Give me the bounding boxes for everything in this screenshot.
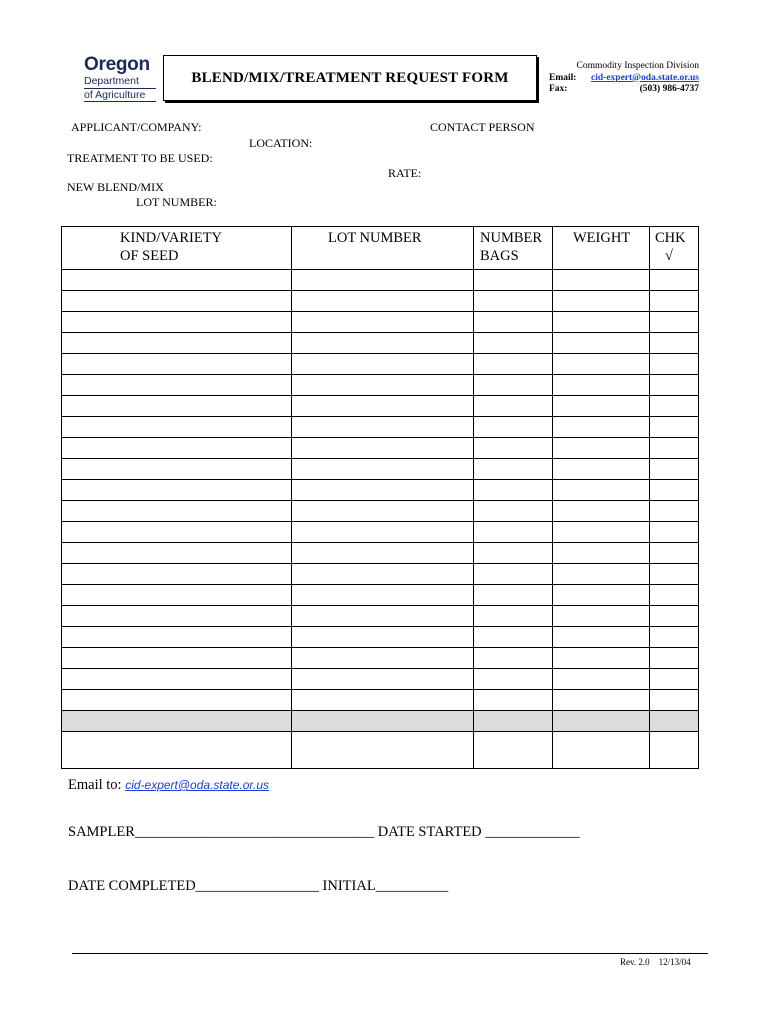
email-row [549,73,699,85]
rate-field-label[interactable]: RATE: [388,166,422,180]
chk-cell[interactable] [650,627,699,648]
lot-number-cell[interactable] [292,543,474,564]
lot-number-cell[interactable] [292,648,474,669]
chk-cell[interactable] [650,543,699,564]
kind-variety-cell[interactable] [62,585,292,606]
number-bags-cell[interactable] [474,606,553,627]
lot-number-cell[interactable] [292,606,474,627]
seed-lot-table [61,226,699,769]
table-row [62,564,699,585]
chk-cell[interactable] [650,417,699,438]
weight-cell[interactable] [553,564,650,585]
table-header-row [62,227,699,270]
kind-variety-cell[interactable] [62,627,292,648]
table-row [62,354,699,375]
lot-number-cell[interactable] [292,438,474,459]
number-bags-cell[interactable] [474,312,553,333]
lot-number-cell[interactable] [292,270,474,291]
lot-number-cell[interactable] [292,417,474,438]
lot-number-cell[interactable] [292,564,474,585]
number-bags-cell[interactable] [474,732,553,769]
weight-cell[interactable] [553,522,650,543]
table-row [62,543,699,564]
logo-department-text: Department [84,76,156,89]
weight-cell[interactable] [553,291,650,312]
chk-cell[interactable] [650,690,699,711]
col-header-number-bags: NUMBER BAGS [474,227,553,270]
email-to-link[interactable]: cid-expert@oda.state.or.us [125,778,269,792]
kind-variety-cell[interactable] [62,501,292,522]
number-bags-cell[interactable] [474,690,553,711]
weight-cell[interactable] [553,690,650,711]
kind-variety-cell[interactable] [62,480,292,501]
number-bags-cell[interactable] [474,354,553,375]
table-row [62,396,699,417]
chk-cell[interactable] [650,396,699,417]
kind-variety-cell[interactable] [62,312,292,333]
chk-cell[interactable] [650,480,699,501]
table-row [62,417,699,438]
treatment-field-label[interactable]: TREATMENT TO BE USED: [67,151,213,165]
weight-cell[interactable] [553,459,650,480]
number-bags-cell[interactable] [474,270,553,291]
lot-number-cell[interactable] [292,396,474,417]
email-link[interactable]: cid-expert@oda.state.or.us [591,72,699,83]
kind-variety-cell[interactable] [62,732,292,769]
weight-cell[interactable] [553,711,650,732]
weight-cell[interactable] [553,480,650,501]
weight-cell[interactable] [553,606,650,627]
table-row [62,585,699,606]
number-bags-cell[interactable] [474,291,553,312]
weight-cell[interactable] [553,585,650,606]
lot-number-cell[interactable] [292,312,474,333]
division-name: Commodity Inspection Division [576,61,699,71]
table-body [62,270,699,769]
chk-cell[interactable] [650,354,699,375]
lot-number-cell[interactable] [292,711,474,732]
weight-cell[interactable] [553,333,650,354]
weight-cell[interactable] [553,312,650,333]
logo-agriculture-text: of Agriculture [84,90,156,103]
kind-variety-cell[interactable] [62,522,292,543]
kind-variety-cell[interactable] [62,606,292,627]
weight-cell[interactable] [553,375,650,396]
fax-label: Fax: [549,84,568,94]
table-row [62,438,699,459]
number-bags-cell[interactable] [474,417,553,438]
lot-number-cell[interactable] [292,291,474,312]
kind-variety-cell[interactable] [62,711,292,732]
form-title: BLEND/MIX/TREATMENT REQUEST FORM [191,69,509,86]
weight-cell[interactable] [553,438,650,459]
weight-cell[interactable] [553,270,650,291]
lot-number-field-label[interactable]: LOT NUMBER: [136,195,217,209]
number-bags-cell[interactable] [474,543,553,564]
table-row [62,648,699,669]
chk-cell[interactable] [650,669,699,690]
chk-cell[interactable] [650,648,699,669]
weight-cell[interactable] [553,732,650,769]
kind-variety-cell[interactable] [62,438,292,459]
number-bags-cell[interactable] [474,501,553,522]
lot-number-cell[interactable] [292,690,474,711]
email-to-line [68,777,269,794]
lot-number-cell[interactable] [292,522,474,543]
lot-number-cell[interactable] [292,333,474,354]
chk-cell[interactable] [650,501,699,522]
col-header-kind-variety: KIND/VARIETY OF SEED [62,227,292,270]
revision-number: Rev. 2.0 [620,957,650,967]
lot-number-cell[interactable] [292,501,474,522]
number-bags-cell[interactable] [474,522,553,543]
oda-logo [84,55,156,102]
table-row [62,669,699,690]
table-row [62,522,699,543]
number-bags-cell[interactable] [474,333,553,354]
kind-variety-cell[interactable] [62,417,292,438]
weight-cell[interactable] [553,396,650,417]
lot-number-cell[interactable] [292,354,474,375]
number-bags-cell[interactable] [474,459,553,480]
chk-cell[interactable] [650,333,699,354]
kind-variety-cell[interactable] [62,669,292,690]
chk-cell[interactable] [650,732,699,769]
kind-variety-cell[interactable] [62,564,292,585]
kind-variety-cell[interactable] [62,459,292,480]
chk-cell[interactable] [650,375,699,396]
table-row [62,501,699,522]
fax-row [549,84,699,96]
revision-date: 12/13/04 [658,957,691,967]
chk-cell[interactable] [650,438,699,459]
weight-cell[interactable] [553,543,650,564]
number-bags-cell[interactable] [474,375,553,396]
footer-divider [72,953,708,954]
table-row [62,291,699,312]
kind-variety-cell[interactable] [62,270,292,291]
lot-number-cell[interactable] [292,732,474,769]
contact-person-field-label[interactable]: CONTACT PERSON [430,120,535,134]
kind-variety-cell[interactable] [62,648,292,669]
kind-variety-cell[interactable] [62,396,292,417]
kind-variety-cell[interactable] [62,354,292,375]
fax-number: (503) 986-4737 [639,84,699,94]
table-row [62,627,699,648]
weight-cell[interactable] [553,417,650,438]
number-bags-cell[interactable] [474,480,553,501]
chk-cell[interactable] [650,270,699,291]
number-bags-cell[interactable] [474,564,553,585]
chk-cell[interactable] [650,459,699,480]
kind-variety-cell[interactable] [62,333,292,354]
kind-variety-cell[interactable] [62,690,292,711]
lot-number-cell[interactable] [292,459,474,480]
new-blend-field-label: NEW BLEND/MIX [67,180,164,194]
table-row [62,312,699,333]
table-row [62,480,699,501]
weight-cell[interactable] [553,669,650,690]
weight-cell[interactable] [553,501,650,522]
lot-number-cell[interactable] [292,585,474,606]
weight-cell[interactable] [553,627,650,648]
chk-cell[interactable] [650,606,699,627]
col-header-lot-number: LOT NUMBER [292,227,474,270]
email-to-label: Email to: [68,777,122,793]
table-row [62,711,699,732]
chk-cell[interactable] [650,291,699,312]
number-bags-cell[interactable] [474,669,553,690]
lot-number-cell[interactable] [292,669,474,690]
chk-cell[interactable] [650,522,699,543]
date-completed-initial-line[interactable]: DATE COMPLETED_________________ INITIAL__________ [68,878,449,894]
col-header-chk: CHK √ [650,227,699,270]
table-row [62,690,699,711]
sampler-date-started-line[interactable]: SAMPLER_________________________________ DATE STARTED _____________ [68,824,580,840]
table-row [62,333,699,354]
col-header-weight: WEIGHT [553,227,650,270]
kind-variety-cell[interactable] [62,375,292,396]
number-bags-cell[interactable] [474,648,553,669]
location-field-label[interactable]: LOCATION: [249,136,313,150]
number-bags-cell[interactable] [474,438,553,459]
applicant-field-label[interactable]: APPLICANT/COMPANY: [71,120,202,134]
table-row [62,270,699,291]
chk-cell[interactable] [650,312,699,333]
chk-cell[interactable] [650,711,699,732]
revision-note [620,957,691,967]
email-label: Email: [549,72,577,83]
number-bags-cell[interactable] [474,396,553,417]
kind-variety-cell[interactable] [62,543,292,564]
weight-cell[interactable] [553,648,650,669]
table-row [62,732,699,769]
chk-cell[interactable] [650,585,699,606]
form-title-box [163,55,537,101]
chk-cell[interactable] [650,564,699,585]
weight-cell[interactable] [553,354,650,375]
number-bags-cell[interactable] [474,627,553,648]
table-row [62,606,699,627]
lot-number-cell[interactable] [292,627,474,648]
logo-oregon-text: Oregon [84,54,150,75]
number-bags-cell[interactable] [474,711,553,732]
lot-number-cell[interactable] [292,375,474,396]
table-row [62,459,699,480]
contact-block [549,61,699,96]
kind-variety-cell[interactable] [62,291,292,312]
lot-number-cell[interactable] [292,480,474,501]
number-bags-cell[interactable] [474,585,553,606]
table-row [62,375,699,396]
